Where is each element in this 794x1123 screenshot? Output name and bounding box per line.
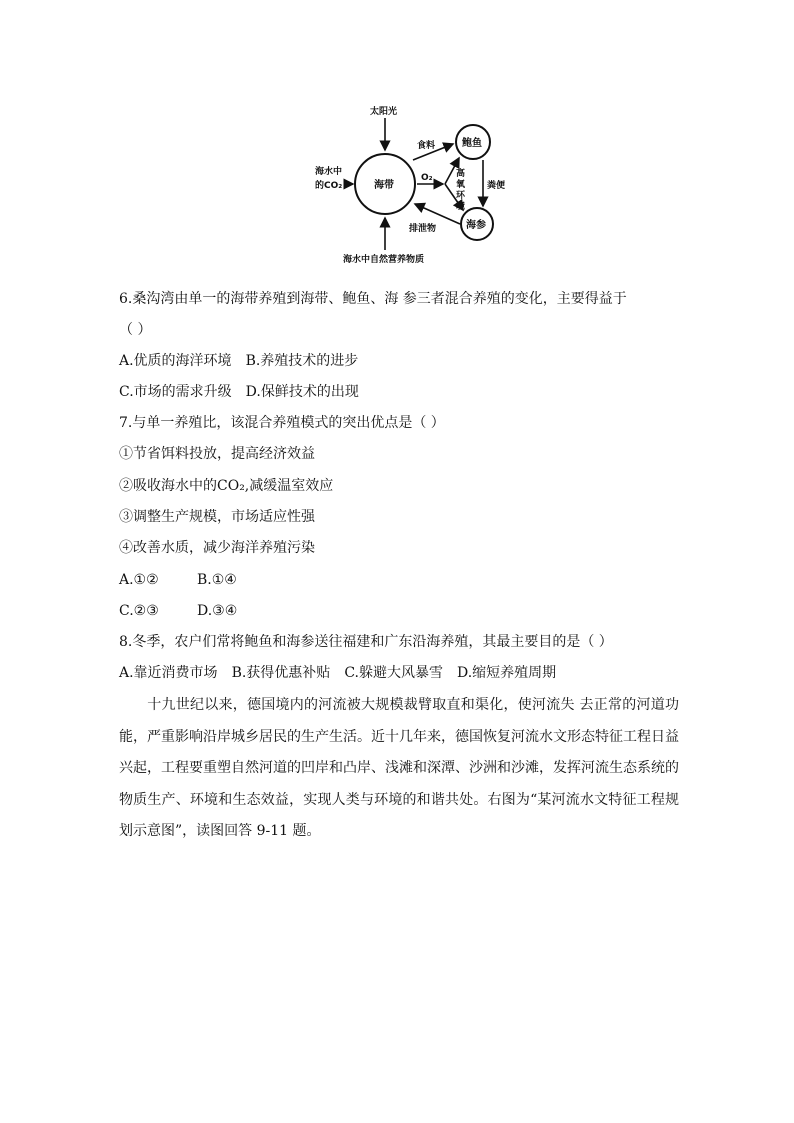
question-6-options-ab bbox=[119, 351, 358, 371]
q7-option-a: A.①② bbox=[119, 572, 159, 588]
q8-option-b: B.获得优惠补贴 bbox=[231, 665, 331, 681]
high-oxygen-char-4: 境 bbox=[456, 202, 466, 212]
q6-option-a: A.优质的海洋环境 bbox=[119, 353, 232, 369]
feces-label: 粪便 bbox=[487, 181, 506, 191]
q8-option-d: D.缩短养殖周期 bbox=[456, 665, 557, 681]
q8-option-c: C.躲避大风暴雪 bbox=[344, 665, 443, 681]
feed-label: 食料 bbox=[417, 141, 436, 151]
q6-option-b: B.养殖技术的进步 bbox=[245, 353, 359, 369]
question-7-options-cd bbox=[119, 601, 237, 621]
question-6-stem: 6.桑沟湾由单一的海带养殖到海带、鲍鱼、海 参三者混合养殖的变化，主要得益于 bbox=[119, 291, 627, 307]
q7-item-1: ①节省饵料投放，提高经济效益 bbox=[119, 446, 315, 462]
excreta-label: 排泄物 bbox=[409, 224, 437, 234]
question-8-stem: 8.冬季，农户们常将鲍鱼和海参送往福建和广东沿海养殖，其最主要目的是（ ） bbox=[119, 634, 613, 650]
kelp-label: 海带 bbox=[374, 180, 394, 191]
q7-option-b: B.①④ bbox=[197, 572, 237, 588]
high-oxygen-char-2: 氧 bbox=[456, 180, 466, 190]
diagram-canvas bbox=[305, 100, 520, 275]
abalone-label: 鲍鱼 bbox=[462, 138, 482, 149]
q6-option-d: D.保鲜技术的出现 bbox=[245, 384, 359, 400]
q8-option-a: A.靠近消费市场 bbox=[119, 665, 218, 681]
q6-option-c: C.市场的需求升级 bbox=[119, 384, 232, 400]
o2-label: O₂ bbox=[421, 173, 433, 183]
question-7-stem: 7.与单一养殖比，该混合养殖模式的突出优点是（ ） bbox=[119, 415, 445, 431]
question-6-blank: （ ） bbox=[119, 322, 152, 338]
q7-item-2: ②吸收海水中的CO₂,减缓温室效应 bbox=[119, 478, 334, 494]
q7-option-c: C.②③ bbox=[119, 603, 159, 619]
q7-item-3: ③调整生产规模，市场适应性强 bbox=[119, 509, 315, 525]
high-oxygen-char-3: 环 bbox=[456, 191, 466, 201]
kelp-abalone-sea-cucumber-diagram bbox=[305, 100, 520, 275]
high-oxygen-char-1: 高 bbox=[456, 169, 466, 179]
question-6-options-cd bbox=[119, 382, 359, 402]
co2-label-line2: 的CO₂ bbox=[315, 181, 343, 191]
question-8-options bbox=[119, 663, 556, 683]
river-passage bbox=[119, 690, 679, 848]
q7-option-d: D.③④ bbox=[197, 603, 238, 619]
sunlight-label: 太阳光 bbox=[370, 107, 398, 117]
sea-cucumber-label: 海参 bbox=[466, 220, 486, 231]
question-7-options-ab bbox=[119, 570, 237, 590]
nutrients-label: 海水中自然营养物质 bbox=[343, 255, 425, 265]
co2-label-line1: 海水中 bbox=[315, 167, 343, 177]
river-passage-text: 十九世纪以来，德国境内的河流被大规模裁臂取直和渠化，使河流失 去正常的河道功能，严重影响沿岸城乡居民的生产生活。近十几年来，德国恢复河流水文形态特征工程日益兴起，工程要重塑自然河道的凹岸和凸岸、浅滩和深潭、沙洲和沙滩，发挥河流生态系统的物质生产、环境和生态效益，实现人类与环境的和谐共处。右图为“某河流水文特征工程规划示意图”，读图回答 9-11 题。 bbox=[119, 697, 679, 839]
q7-item-4: ④改善水质，减少海洋养殖污染 bbox=[119, 540, 315, 556]
excreta-arrow bbox=[415, 204, 460, 224]
